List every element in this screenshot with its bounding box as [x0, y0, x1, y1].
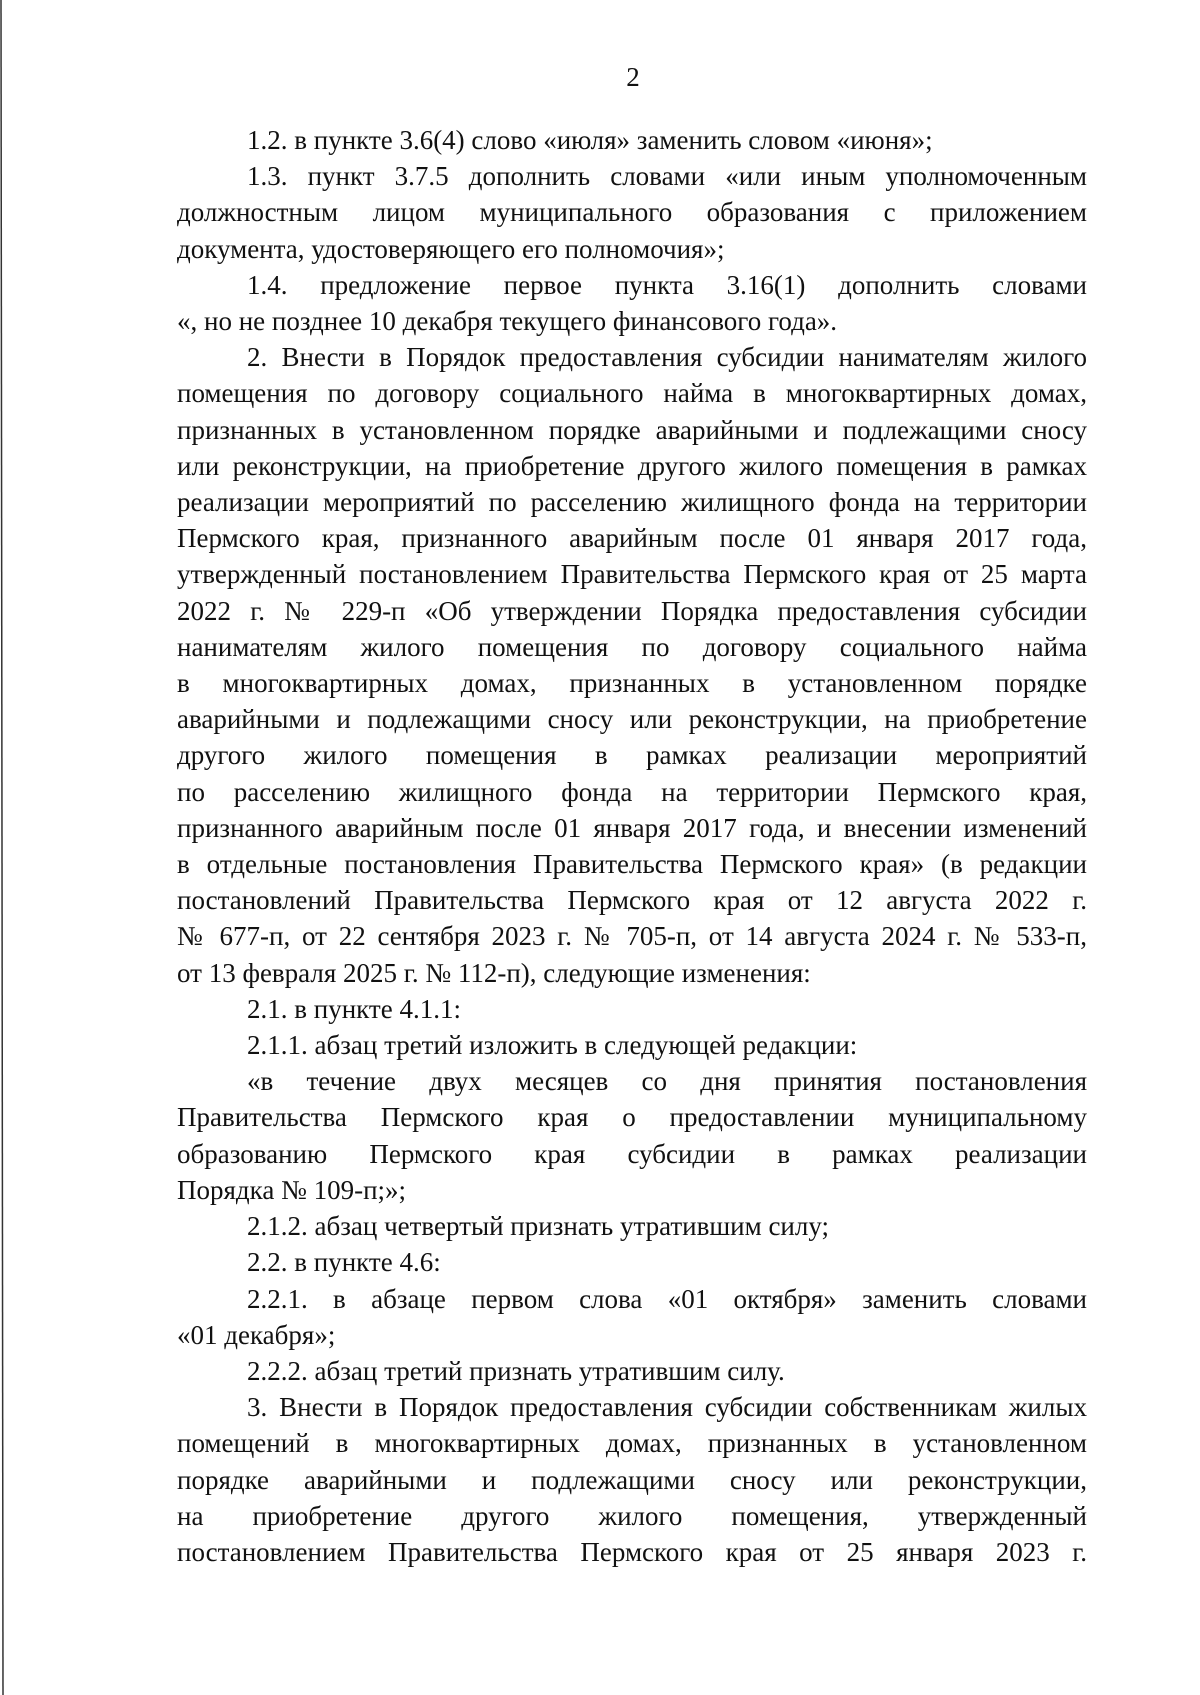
text-line: № 677-п, от 22 сентября 2023 г. № 705-п, от 14 августа 2024 г. № 533-п,	[177, 921, 1087, 952]
text-line: документа, удостоверяющего его полномочия»;	[177, 233, 725, 264]
text-line: от 13 февраля 2025 г. № 112-п), следующие изменения:	[177, 957, 811, 988]
text-line: утвержденный постановлением Правительства Пермского края от 25 марта	[177, 559, 1087, 590]
paragraph-1-4	[177, 267, 1087, 339]
paragraph-3	[177, 1389, 1087, 1570]
text-line: аварийными и подлежащими сносу или реконструкции, на приобретение	[177, 704, 1087, 735]
text-line: образованию Пермского края субсидии в рамках реализации	[177, 1138, 1087, 1169]
text-line: признанных в установленном порядке аварийными и подлежащими сносу	[177, 414, 1087, 445]
text-line: постановлением Правительства Пермского края от 25 января 2023 г.	[177, 1536, 1087, 1567]
text-line: Правительства Пермского края о предоставлении муниципальному	[177, 1102, 1087, 1133]
paragraph-2-1-2	[177, 1208, 1087, 1244]
text-line: нанимателям жилого помещения по договору социального найма	[177, 631, 1087, 662]
text-line: должностным лицом муниципального образования с приложением	[177, 197, 1087, 228]
paragraph-1-2	[177, 122, 1087, 158]
text-line: 1.3. пункт 3.7.5 дополнить словами «или иным уполномоченным	[247, 161, 1087, 192]
document-body	[177, 122, 1087, 1570]
paragraph-2-2	[177, 1244, 1087, 1280]
text-line: 3. Внести в Порядок предоставления субсидии собственникам жилых	[247, 1392, 1087, 1423]
paragraph-2-2-2	[177, 1353, 1087, 1389]
paragraph-2-2-1	[177, 1281, 1087, 1353]
text-line: по расселению жилищного фонда на территории Пермского края,	[177, 776, 1087, 807]
text-line: постановлений Правительства Пермского края от 12 августа 2022 г.	[177, 885, 1087, 916]
text-line: или реконструкции, на приобретение другого жилого помещения в рамках	[177, 450, 1087, 481]
paragraph-2-1	[177, 991, 1087, 1027]
text-line: 2.1.2. абзац четвертый признать утратившим силу;	[247, 1211, 829, 1242]
paragraph-2	[177, 339, 1087, 991]
text-line: 2. Внести в Порядок предоставления субсидии нанимателям жилого	[247, 342, 1087, 373]
text-line: в многоквартирных домах, признанных в установленном порядке	[177, 668, 1087, 699]
text-line: Порядка № 109-п;»;	[177, 1174, 407, 1205]
text-line: помещений в многоквартирных домах, признанных в установленном	[177, 1428, 1087, 1459]
text-line: 2.1. в пункте 4.1.1:	[247, 993, 461, 1024]
text-line: в отдельные постановления Правительства Пермского края» (в редакции	[177, 849, 1087, 880]
text-line: реализации мероприятий по расселению жилищного фонда на территории	[177, 487, 1087, 518]
text-line: на приобретение другого жилого помещения, утвержденный	[177, 1500, 1087, 1531]
text-line: «в течение двух месяцев со дня принятия постановления	[247, 1066, 1087, 1097]
text-line: 2.2.2. абзац третий признать утратившим силу.	[247, 1355, 785, 1386]
text-line: другого жилого помещения в рамках реализации мероприятий	[177, 740, 1087, 771]
text-line: порядке аварийными и подлежащими сносу или реконструкции,	[177, 1464, 1087, 1495]
text-line: 2.2. в пункте 4.6:	[247, 1247, 441, 1278]
paragraph-1-3	[177, 158, 1087, 267]
page-number: 2	[626, 62, 640, 92]
text-line: 2.1.1. абзац третий изложить в следующей редакции:	[247, 1030, 858, 1061]
text-line: 2022 г. № 229-п «Об утверждении Порядка предоставления субсидии	[177, 595, 1087, 626]
paragraph-2-1-1	[177, 1027, 1087, 1063]
text-line: Пермского края, признанного аварийным после 01 января 2017 года,	[177, 523, 1087, 554]
text-line: «, но не позднее 10 декабря текущего финансового года».	[177, 306, 838, 337]
text-line: 1.2. в пункте 3.6(4) слово «июля» заменить словом «июня»;	[247, 125, 933, 155]
text-line: помещения по договору социального найма в многоквартирных домах,	[177, 378, 1087, 409]
text-line: 2.2.1. в абзаце первом слова «01 октября» заменить словами	[247, 1283, 1087, 1314]
paragraph-quote	[177, 1063, 1087, 1208]
text-line: признанного аварийным после 01 января 2017 года, и внесении изменений	[177, 812, 1087, 843]
text-line: 1.4. предложение первое пункта 3.16(1) дополнить словами	[247, 269, 1087, 300]
text-line: «01 декабря»;	[177, 1319, 336, 1350]
